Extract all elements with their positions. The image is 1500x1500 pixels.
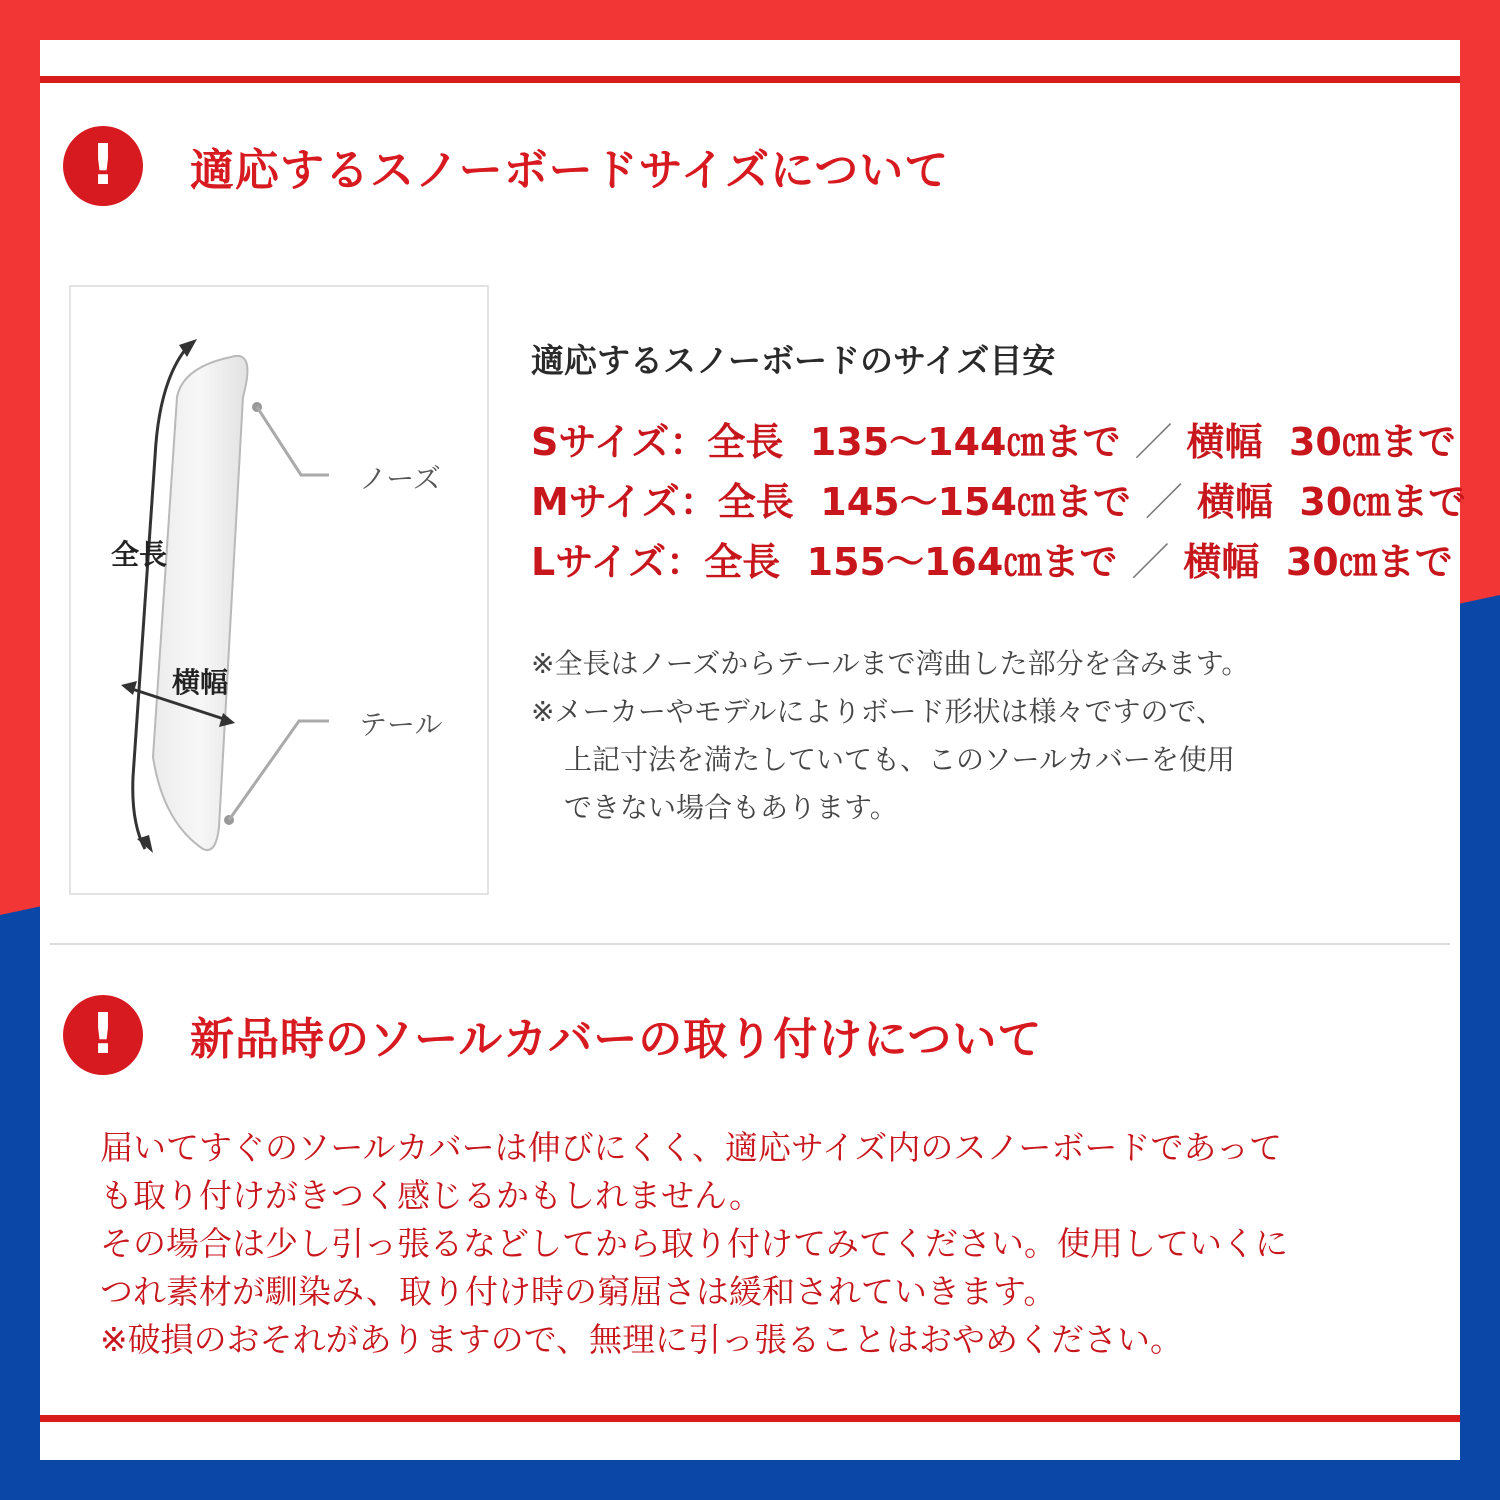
exclamation-icon: ! [63, 126, 143, 206]
section-title-board-size: 適応するスノーボードサイズについて [190, 145, 950, 196]
content-card [40, 40, 1467, 1460]
length-label: 全長 [111, 538, 168, 571]
size-notes [531, 640, 1249, 832]
note-line: ※全長はノーズからテールまで湾曲した部分を含みます。 [531, 647, 1250, 680]
separator: ／ [1131, 540, 1170, 584]
length-label: 全長 [717, 480, 794, 524]
nose-label: ノーズ [359, 462, 441, 495]
top-rule [40, 76, 1460, 83]
paragraph-line: つれ素材が馴染み、取り付け時の窮屈さは緩和されていきます。 [100, 1272, 1057, 1311]
length-range: 135〜144㎝まで [809, 420, 1121, 464]
exclamation-icon: ! [63, 995, 143, 1075]
width-value: 30㎝まで [1299, 480, 1467, 524]
length-range: 145〜154㎝まで [820, 480, 1131, 524]
section-divider [50, 943, 1450, 945]
note-line: できない場合もあります。 [564, 791, 898, 824]
size-name: Lサイズ： [531, 540, 705, 584]
note-line: ※メーカーやモデルによりボード形状は様々ですので、 [531, 695, 1224, 728]
snowboard-illustration [71, 287, 491, 897]
paragraph-line: その場合は少し引っ張るなどしてから取り付けてみてください。使用していくに [100, 1224, 1288, 1263]
separator: ／ [1134, 420, 1173, 464]
tail-label: テール [359, 708, 443, 741]
size-row-s [531, 412, 1466, 472]
size-list [531, 412, 1466, 592]
note-line: 上記寸法を満たしていても、このソールカバーを使用 [564, 743, 1235, 776]
width-label: 横幅 [1186, 420, 1263, 464]
width-value: 30㎝まで [1285, 540, 1453, 584]
paragraph-line: 届いてすぐのソールカバーは伸びにくく、適応サイズ内のスノーボードであって [100, 1128, 1283, 1167]
bottom-rule [40, 1415, 1460, 1422]
length-label: 全長 [707, 420, 784, 464]
section-title-installation: 新品時のソールカバーの取り付けについて [190, 1014, 1043, 1065]
width-label: 横幅 [172, 666, 229, 699]
size-row-l [531, 532, 1466, 592]
paragraph-line: も取り付けがきつく感じるかもしれません。 [100, 1176, 762, 1215]
installation-paragraph [100, 1124, 1288, 1364]
width-label: 横幅 [1196, 480, 1273, 524]
snowboard-diagram [69, 285, 489, 895]
paragraph-line: ※破損のおそれがありますので、無理に引っ張ることはおやめください。 [100, 1320, 1183, 1359]
width-label: 横幅 [1183, 540, 1260, 584]
size-name: Mサイズ： [531, 480, 718, 524]
size-row-m [531, 472, 1466, 532]
width-value: 30㎝まで [1288, 420, 1456, 464]
separator: ／ [1144, 480, 1183, 524]
length-label: 全長 [704, 540, 781, 584]
length-range: 155〜164㎝まで [806, 540, 1118, 584]
size-name: Sサイズ： [531, 420, 708, 464]
size-guide-heading: 適応するスノーボードのサイズ目安 [531, 341, 1056, 380]
